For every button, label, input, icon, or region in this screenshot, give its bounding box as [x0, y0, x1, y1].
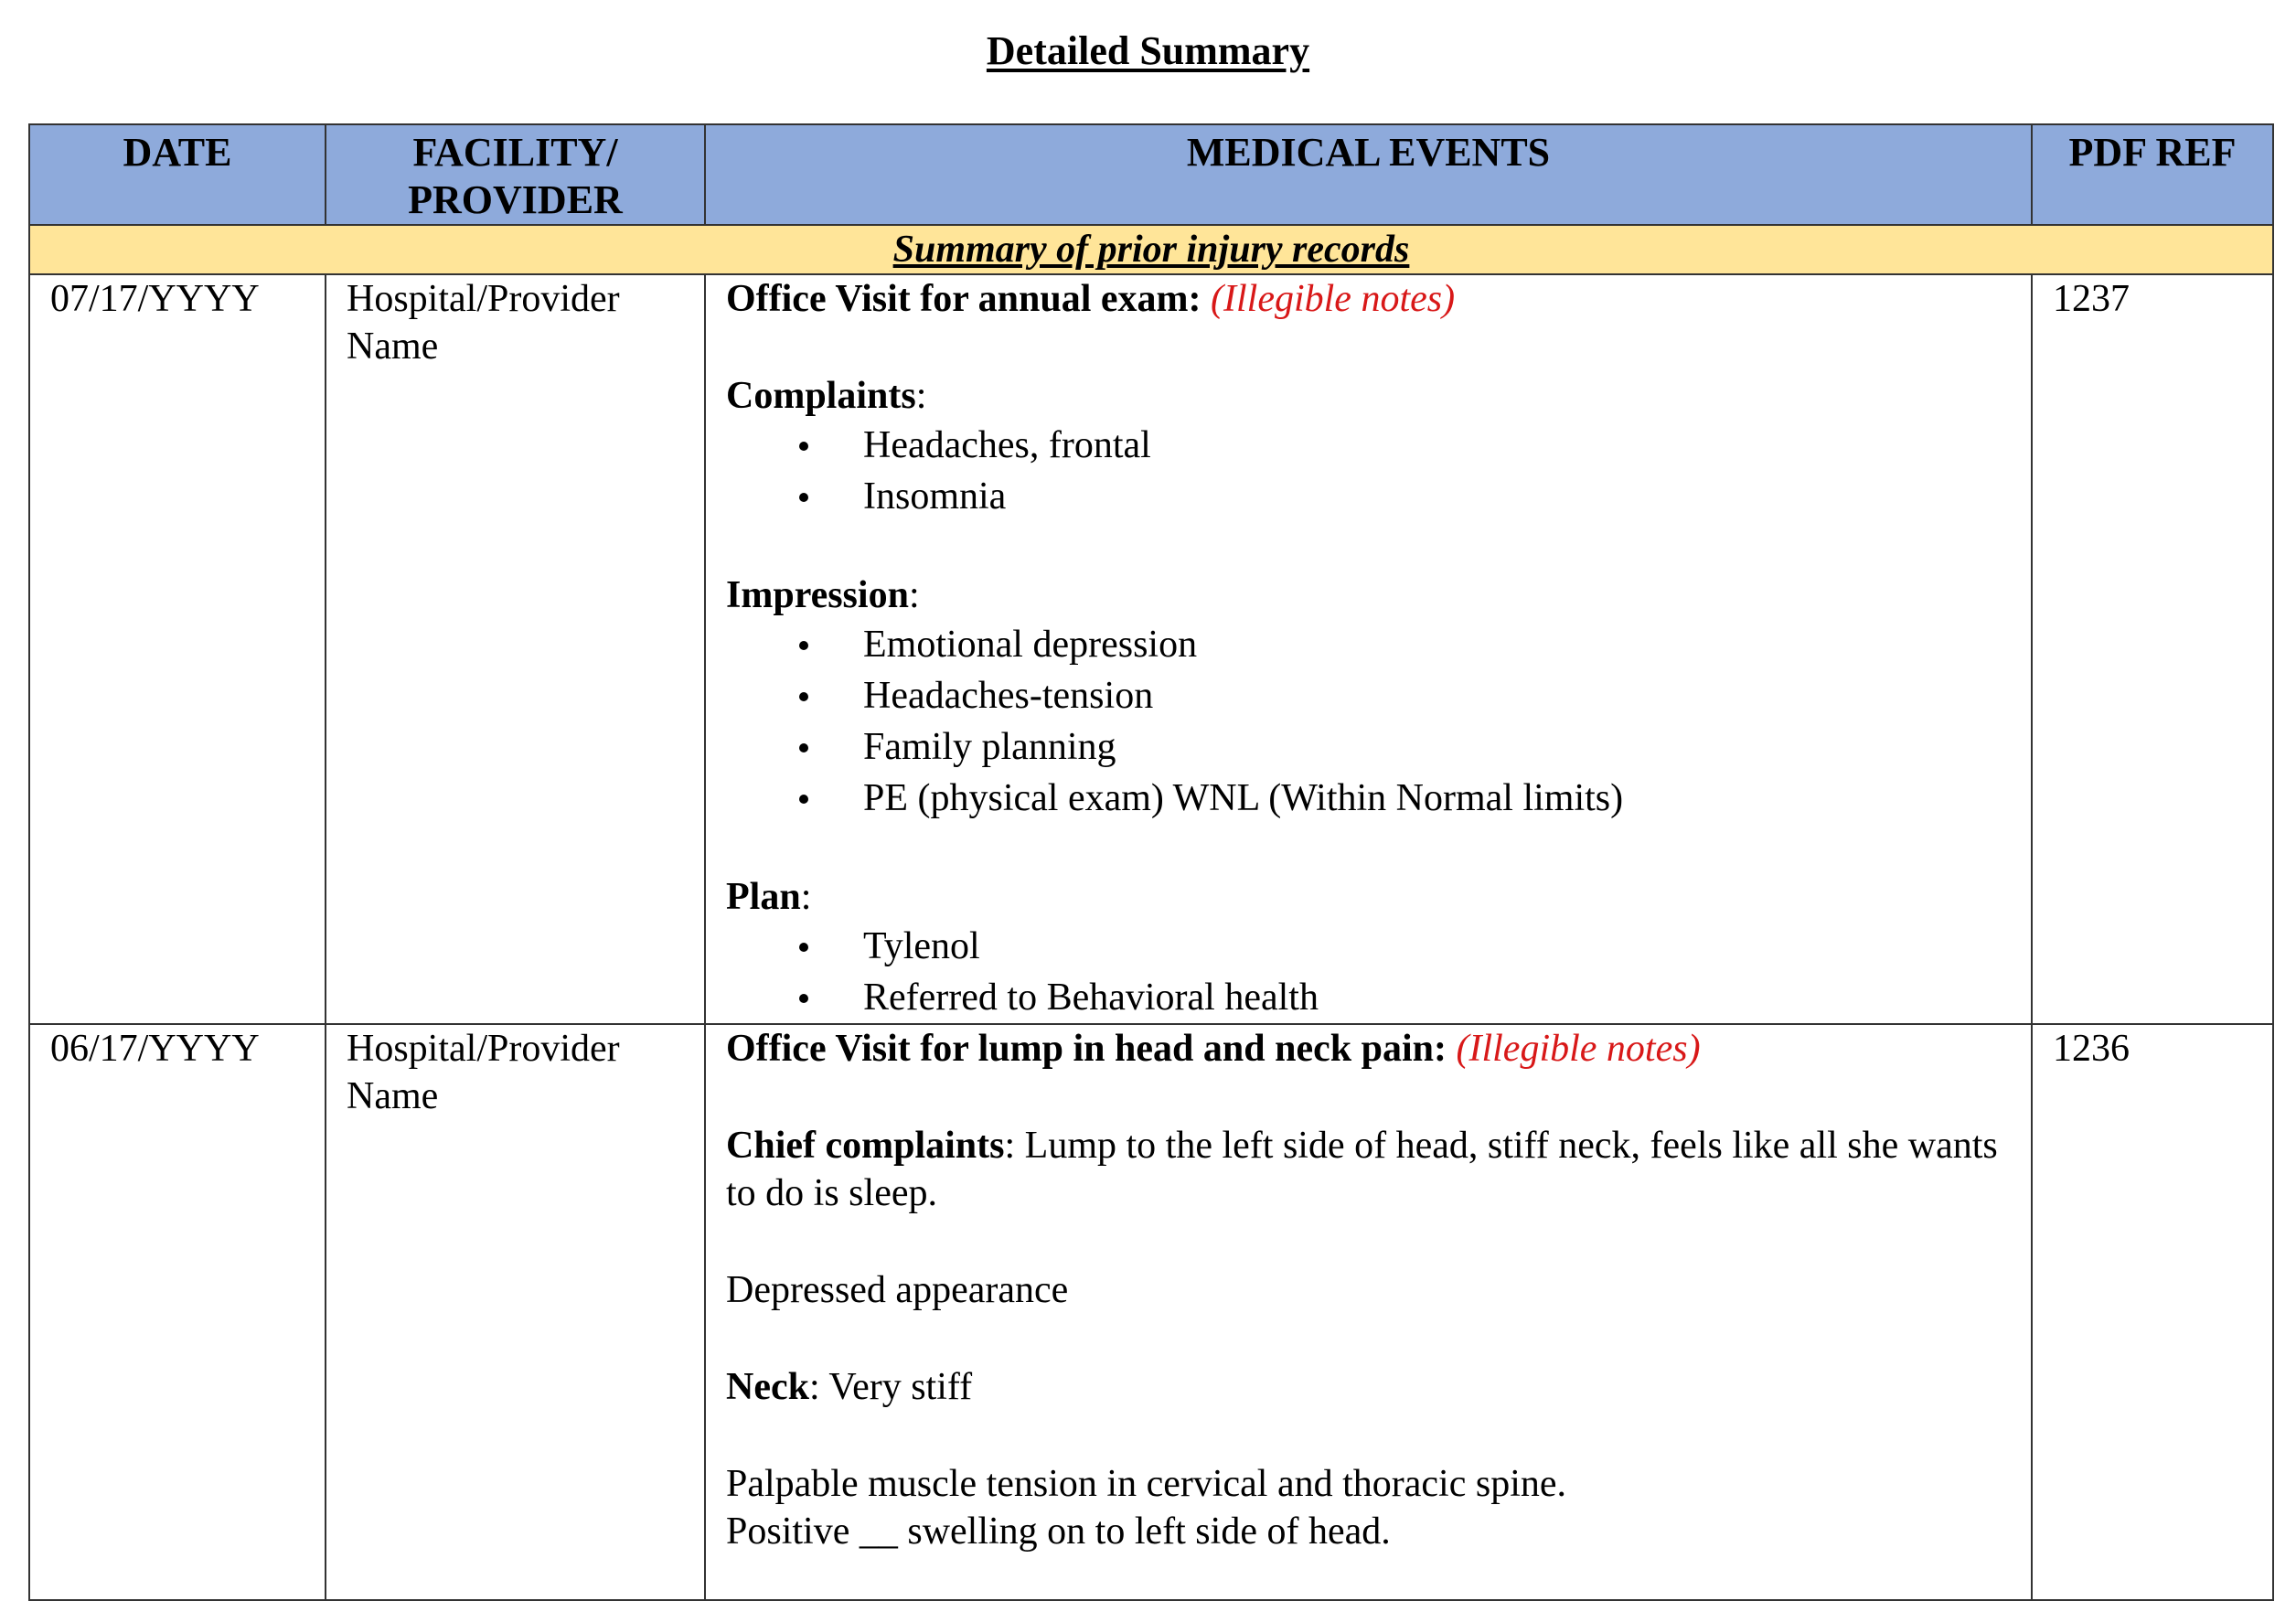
bullet-icon: [799, 743, 808, 752]
positive-text: Positive __ swelling on to left side of head.: [726, 1510, 1391, 1553]
facility-cell: [326, 1024, 705, 1600]
chief-complaints-label: Chief complaints: [726, 1125, 1005, 1167]
complaints-heading: Complaints:: [726, 375, 927, 417]
bullet-icon: [799, 692, 808, 701]
bullet-icon: [799, 943, 808, 952]
plan-heading: Plan:: [726, 876, 812, 918]
impression-label: Impression: [726, 574, 909, 616]
table-row: [29, 274, 2273, 1024]
facility-line2: Name: [347, 326, 439, 368]
chief-complaints: [726, 1122, 2011, 1217]
impression-list: [726, 619, 2011, 824]
list-item: Insomnia: [726, 471, 2011, 522]
header-date: DATE: [29, 124, 326, 225]
list-item: Tylenol: [726, 921, 2011, 972]
pdf-ref-cell: 1237: [2032, 274, 2273, 1024]
page-title: Detailed Summary: [986, 28, 1310, 73]
list-item: PE (physical exam) WNL (Within Normal limits): [726, 773, 2011, 824]
visit-title: Office Visit for lump in head and neck pain:: [726, 1028, 1447, 1070]
header-events: MEDICAL EVENTS: [705, 124, 2032, 225]
pdf-ref-cell: 1236: [2032, 1024, 2273, 1600]
table-header-row: [29, 124, 2273, 225]
bullet-icon: [799, 493, 808, 502]
header-facility-line2: PROVIDER: [408, 177, 623, 222]
plan-label: Plan: [726, 876, 801, 918]
summary-table: [28, 123, 2274, 1601]
plan-list: [726, 921, 2011, 1023]
date-cell: 07/17/YYYY: [29, 274, 326, 1024]
visit-title: Office Visit for annual exam:: [726, 278, 1201, 320]
chief-complaints-text: : Lump to the left side of head, stiff neck, feels like all she wants to do is sleep.: [726, 1125, 1998, 1214]
bullet-icon: [799, 641, 808, 650]
list-item: Family planning: [726, 721, 2011, 773]
illegible-note: (Illegible notes): [1211, 278, 1456, 320]
illegible-note: (Illegible notes): [1456, 1028, 1701, 1070]
events-cell: [705, 274, 2032, 1024]
section-title: Summary of prior injury records: [29, 225, 2273, 274]
palpable-text: Palpable muscle tension in cervical and thoracic spine.: [726, 1463, 1567, 1505]
list-item: Referred to Behavioral health: [726, 972, 2011, 1023]
bullet-icon: [799, 795, 808, 804]
bullet-icon: [799, 442, 808, 451]
complaints-label: Complaints: [726, 375, 916, 417]
neck-text: : Very stiff: [808, 1366, 973, 1408]
impression-heading: Impression:: [726, 574, 920, 616]
facility-line1: Hospital/Provider: [347, 278, 620, 320]
list-item: Headaches, frontal: [726, 420, 2011, 471]
header-facility: [326, 124, 705, 225]
date-cell: 06/17/YYYY: [29, 1024, 326, 1600]
section-row: [29, 225, 2273, 274]
facility-line1: Hospital/Provider: [347, 1028, 620, 1070]
facility-cell: [326, 274, 705, 1024]
events-cell: [705, 1024, 2032, 1600]
header-facility-line1: FACILITY/: [412, 130, 618, 175]
neck-finding: [726, 1363, 2011, 1411]
bullet-icon: [799, 994, 808, 1003]
header-ref: PDF REF: [2032, 124, 2273, 225]
list-item: Emotional depression: [726, 619, 2011, 670]
visit-heading: [726, 275, 2011, 323]
complaints-list: [726, 420, 2011, 522]
visit-heading: [726, 1025, 2011, 1073]
list-item: Headaches-tension: [726, 670, 2011, 721]
table-row: [29, 1024, 2273, 1600]
facility-line2: Name: [347, 1075, 439, 1117]
neck-label: Neck: [726, 1366, 809, 1408]
appearance-text: Depressed appearance: [726, 1269, 1069, 1311]
